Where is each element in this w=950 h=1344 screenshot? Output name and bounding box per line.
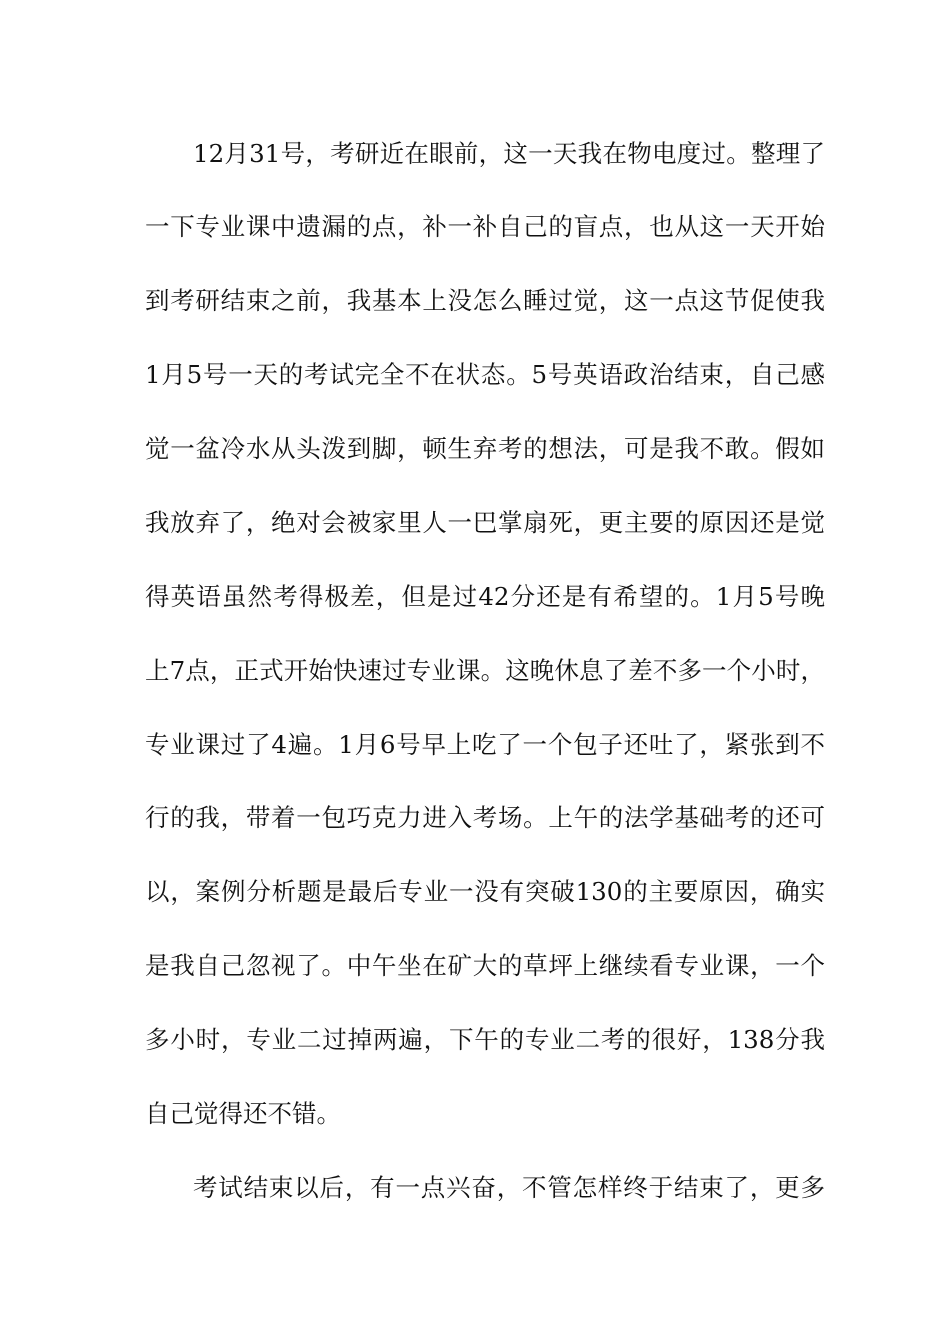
text-line: 多小时，专业二过掉两遍，下午的专业二考的很好，138分我 <box>145 1025 825 1054</box>
text-line: 12月31号，考研近在眼前，这一天我在物电度过。整理了 <box>193 139 825 168</box>
text-line: 行的我，带着一包巧克力进入考场。上午的法学基础考的还可 <box>145 803 825 832</box>
text-line: 专业课过了4遍。1月6号早上吃了一个包子还吐了，紧张到不 <box>145 730 825 759</box>
text-line: 以，案例分析题是最后专业一没有突破130的主要原因，确实 <box>145 877 825 906</box>
text-line: 是我自己忽视了。中午坐在矿大的草坪上继续看专业课，一个 <box>145 951 825 980</box>
text-line: 1月5号一天的考试完全不在状态。5号英语政治结束，自己感 <box>145 360 825 389</box>
text-line: 到考研结束之前，我基本上没怎么睡过觉，这一点这节促使我 <box>145 286 825 315</box>
text-line: 觉一盆冷水从头泼到脚，顿生弃考的想法，可是我不敢。假如 <box>145 434 825 463</box>
text-line: 我放弃了，绝对会被家里人一巴掌扇死，更主要的原因还是觉 <box>145 508 825 537</box>
text-line: 上7点，正式开始快速过专业课。这晚休息了差不多一个小时， <box>145 656 825 685</box>
text-line: 考试结束以后，有一点兴奋，不管怎样终于结束了，更多 <box>193 1173 825 1202</box>
text-line: 自己觉得还不错。 <box>145 1099 341 1128</box>
text-line: 得英语虽然考得极差，但是过42分还是有希望的。1月5号晚 <box>145 582 825 611</box>
text-line: 一下专业课中遗漏的点，补一补自己的盲点，也从这一天开始 <box>145 212 825 241</box>
